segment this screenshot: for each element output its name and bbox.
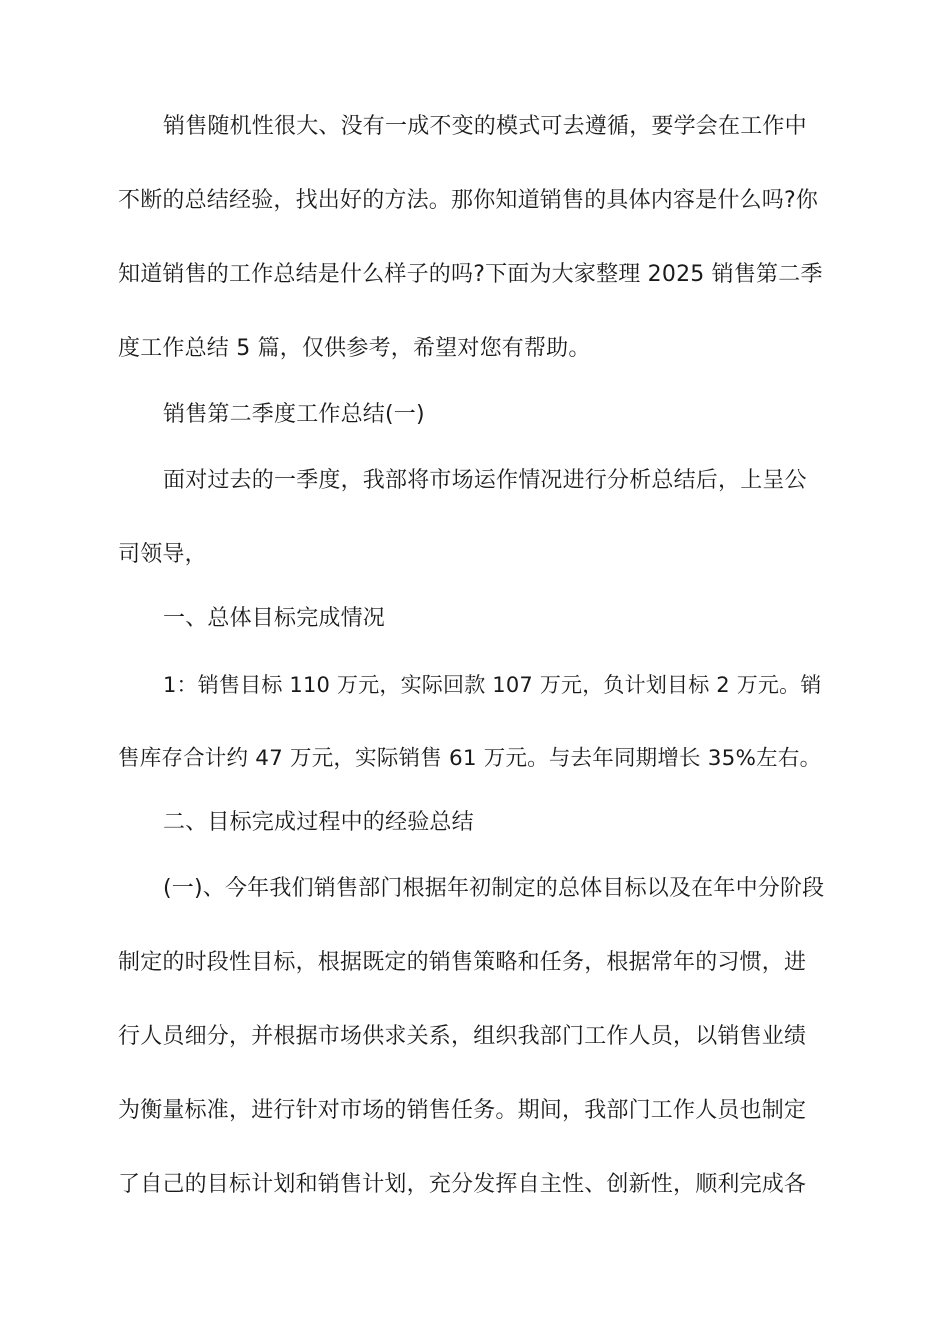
paragraph-line: 行人员细分，并根据市场供求关系，组织我部门工作人员，以销售业绩 bbox=[118, 1024, 807, 1049]
section-heading: 二、目标完成过程中的经验总结 bbox=[163, 810, 474, 835]
paragraph-line: 知道销售的工作总结是什么样子的吗?下面为大家整理 2025 销售第二季 bbox=[118, 262, 823, 287]
paragraph-line: 制定的时段性目标，根据既定的销售策略和任务，根据常年的习惯，进 bbox=[118, 950, 807, 975]
paragraph-line: (一)、今年我们销售部门根据年初制定的总体目标以及在年中分阶段 bbox=[163, 876, 825, 901]
section-heading: 销售第二季度工作总结(一) bbox=[163, 402, 425, 427]
paragraph-line: 度工作总结 5 篇，仅供参考，希望对您有帮助。 bbox=[118, 336, 591, 361]
paragraph-line: 面对过去的一季度，我部将市场运作情况进行分析总结后，上呈公 bbox=[163, 468, 807, 493]
paragraph-line: 销售随机性很大、没有一成不变的模式可去遵循，要学会在工作中 bbox=[163, 114, 807, 139]
paragraph-line: 不断的总结经验，找出好的方法。那你知道销售的具体内容是什么吗?你 bbox=[118, 188, 819, 213]
paragraph-line: 为衡量标准，进行针对市场的销售任务。期间，我部门工作人员也制定 bbox=[118, 1098, 807, 1123]
paragraph-line: 1：销售目标 110 万元，实际回款 107 万元，负计划目标 2 万元。销 bbox=[163, 673, 822, 697]
paragraph-line: 了自己的目标计划和销售计划，充分发挥自主性、创新性，顺利完成各 bbox=[118, 1172, 807, 1197]
section-heading: 一、总体目标完成情况 bbox=[163, 606, 386, 631]
paragraph-line: 司领导， bbox=[118, 542, 207, 567]
paragraph-line: 售库存合计约 47 万元，实际销售 61 万元。与去年同期增长 35%左右。 bbox=[118, 746, 822, 771]
